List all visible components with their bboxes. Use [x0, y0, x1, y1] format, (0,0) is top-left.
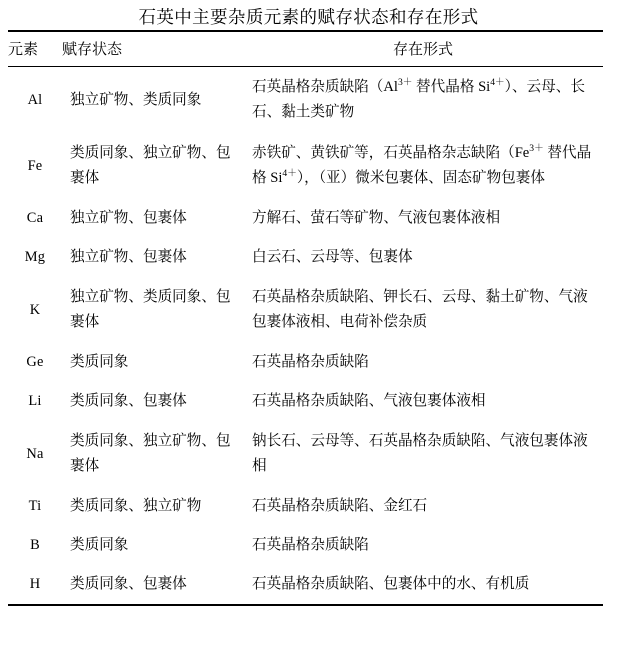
table-row: [8, 67, 603, 134]
cell-existence-form: 石英晶格杂质缺陷、钾长石、云母、黏土矿物、气液包裹体液相、电荷补偿杂质: [252, 289, 588, 330]
cell-existence-form: 石英晶格杂质缺陷、金红石: [252, 498, 428, 514]
table-row: [8, 277, 603, 343]
cell-element-symbol: H: [29, 576, 41, 592]
cell-existence-form: 方解石、萤石等矿物、气液包裹体液相: [252, 210, 501, 226]
table-header: [8, 31, 603, 67]
cell-occurrence-state: 类质同象、独立矿物、包裹体: [70, 145, 231, 186]
cell-element-symbol: Na: [26, 445, 44, 462]
cell-existence-form: 钠长石、云母等、石英晶格杂质缺陷、气液包裹体液相: [252, 433, 588, 474]
table-row: [8, 343, 603, 382]
cell-existence-form: 石英晶格杂质缺陷: [252, 537, 369, 553]
column-header-existence-form: 存在形式: [392, 42, 453, 58]
cell-occurrence-state: 独立矿物、包裹体: [70, 210, 187, 226]
table-row: [8, 487, 603, 526]
cell-occurrence-state: 独立矿物、包裹体: [70, 249, 187, 265]
cell-occurrence-state: 类质同象: [70, 354, 129, 370]
table-row: [8, 526, 603, 565]
cell-element-symbol: K: [29, 301, 41, 318]
cell-existence-form: 白云石、云母等、包裹体: [252, 249, 413, 265]
cell-existence-form: 石英晶格杂质缺陷、气液包裹体液相: [252, 393, 486, 409]
page-title: 石英中主要杂质元素的赋存状态和存在形式: [138, 7, 479, 27]
cell-occurrence-state: 类质同象、独立矿物、包裹体: [70, 433, 231, 474]
cell-occurrence-state: 独立矿物、类质同象、包裹体: [70, 289, 231, 330]
table-container: [8, 30, 603, 606]
cell-existence-form: 石英晶格杂质缺陷（$Al^{3+}$ 替代晶格 $Si^{4+}$）、云母、长石、黏土类矿物: [252, 77, 585, 120]
cell-element-symbol: Ge: [26, 354, 44, 370]
cell-element-symbol: Ca: [26, 210, 44, 226]
cell-occurrence-state: 独立矿物、类质同象: [70, 91, 202, 108]
table-header-row: [8, 31, 603, 67]
table-row: [8, 421, 603, 487]
cell-element-symbol: Fe: [27, 157, 43, 174]
cell-element-symbol: Li: [28, 393, 42, 409]
cell-element-symbol: Mg: [24, 249, 46, 265]
cell-element-symbol: Ti: [28, 498, 42, 514]
cell-occurrence-state: 类质同象、独立矿物: [70, 498, 202, 514]
cell-occurrence-state: 类质同象、包裹体: [70, 393, 187, 409]
column-header-occurrence-state: 赋存状态: [62, 42, 123, 58]
cell-element-symbol: Al: [27, 91, 43, 108]
cell-existence-form: 石英晶格杂质缺陷、包裹体中的水、有机质: [252, 576, 530, 592]
table-body: [8, 67, 603, 606]
impurity-elements-table: [8, 30, 603, 606]
table-row: [8, 382, 603, 421]
cell-occurrence-state: 类质同象、包裹体: [70, 576, 187, 592]
cell-occurrence-state: 类质同象: [70, 537, 129, 553]
table-row: [8, 133, 603, 199]
table-row: [8, 199, 603, 238]
cell-element-symbol: B: [30, 537, 40, 553]
cell-existence-form: 石英晶格杂质缺陷: [252, 354, 369, 370]
cell-existence-form: 赤铁矿、黄铁矿等，石英晶格杂志缺陷（$Fe^{3+}$ 替代晶格 $Si^{4+}$），（亚）微米包裹体、固态矿物包裹体: [252, 143, 592, 186]
table-row: [8, 238, 603, 277]
table-row: [8, 565, 603, 605]
column-header-element: 元素: [8, 42, 39, 58]
